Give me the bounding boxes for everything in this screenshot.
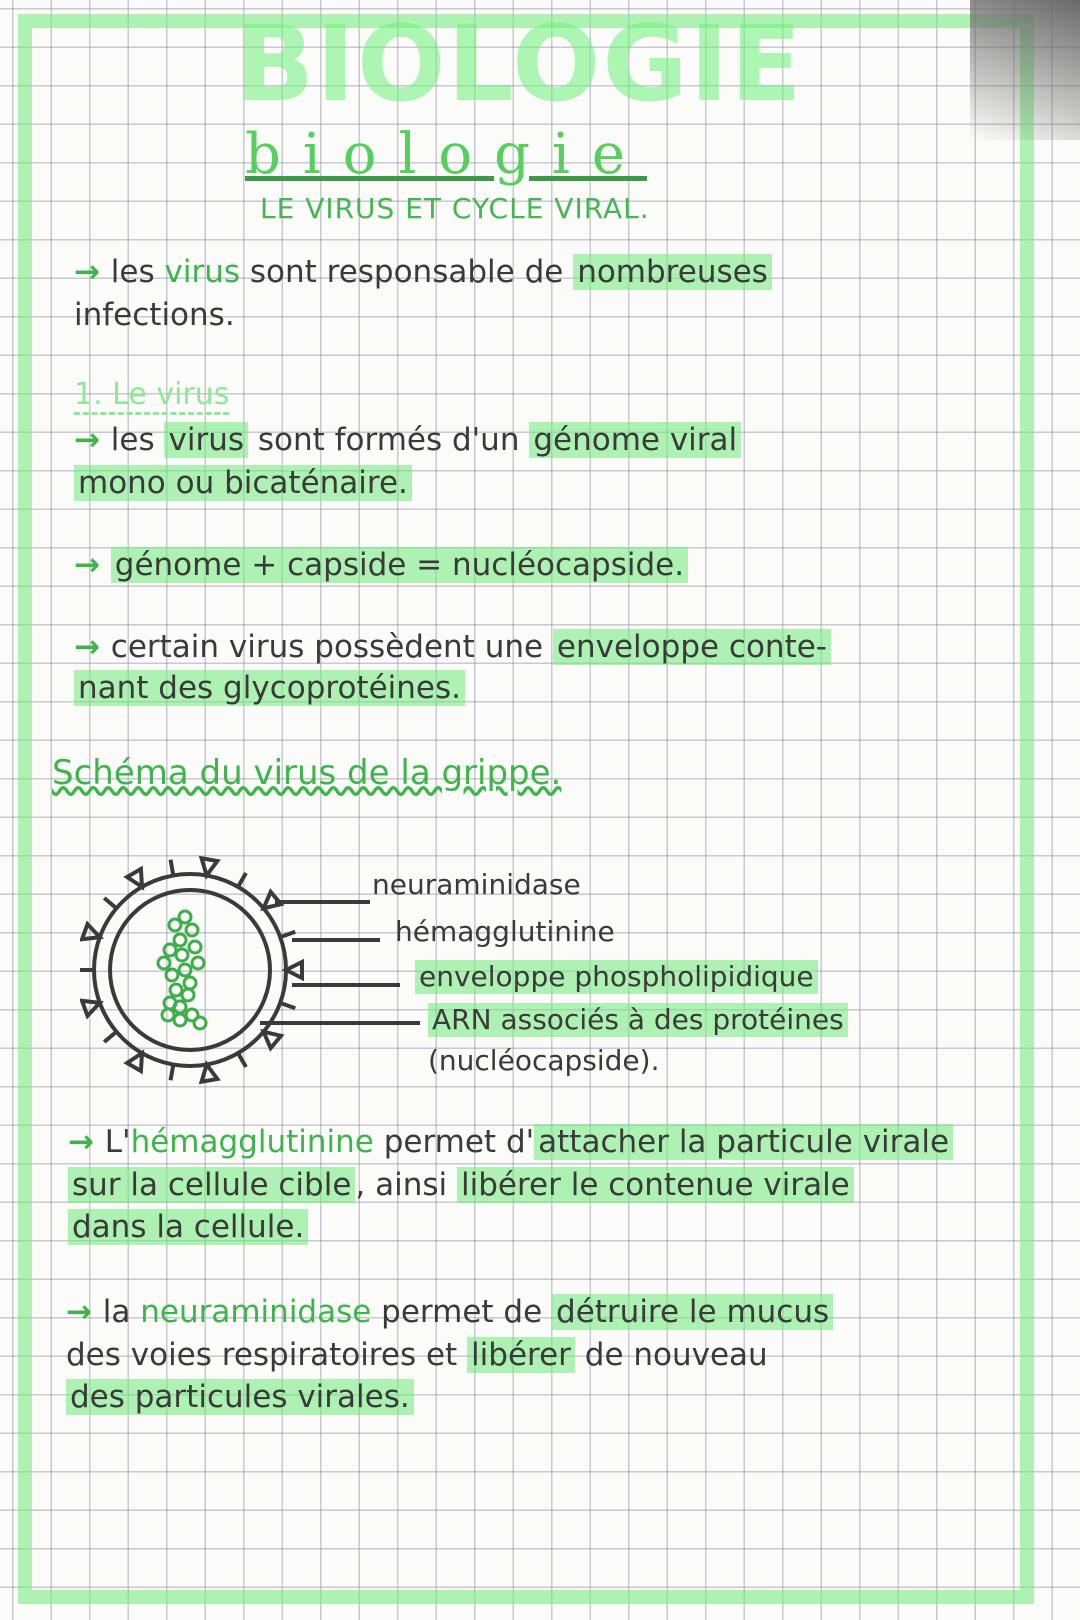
hemagglutinin-spike xyxy=(238,1053,246,1067)
arrow-icon: → xyxy=(66,1294,103,1330)
hemagglutinin-spike xyxy=(171,860,174,876)
rna-bead xyxy=(170,984,182,996)
subtitle: LE VIRUS ET CYCLE VIRAL. xyxy=(260,192,650,225)
neuraminidase-spike xyxy=(82,1001,100,1016)
text-segment: L' xyxy=(104,1124,131,1160)
text-segment: infections. xyxy=(74,297,235,333)
note-line xyxy=(74,668,465,708)
text-segment: les xyxy=(110,422,165,458)
text-segment: de nouveau xyxy=(574,1337,768,1373)
note-line xyxy=(68,1165,854,1205)
rna-bead xyxy=(164,944,176,956)
rna-bead xyxy=(186,924,198,936)
rna-bead xyxy=(194,1017,206,1029)
text-segment: neuraminidase xyxy=(140,1294,372,1330)
rna-bead xyxy=(192,957,204,969)
hemagglutinin-spike xyxy=(280,932,295,937)
text-segment: virus xyxy=(164,254,240,290)
hemagglutinin-spike xyxy=(104,1032,116,1042)
highlighted-text: nant des glycoprotéines. xyxy=(74,670,465,706)
neuraminidase-spike xyxy=(286,962,302,978)
highlighted-text: sur la cellule cible xyxy=(68,1167,355,1203)
highlighted-text: dans la cellule. xyxy=(68,1209,308,1245)
highlighted-text: virus xyxy=(164,422,248,458)
page-title: biologie xyxy=(245,122,647,187)
text-segment: hémagglutinine xyxy=(130,1124,374,1160)
label-hemagglutinine: hémagglutinine xyxy=(395,915,615,948)
background-title: BIOLOGIE xyxy=(235,3,804,125)
virus-diagram xyxy=(80,855,420,1095)
neuraminidase-spike xyxy=(127,869,142,887)
label-envelope: enveloppe phospholipidique xyxy=(415,960,818,994)
text-segment: la xyxy=(102,1294,141,1330)
highlighted-text: génome viral xyxy=(529,422,741,458)
intro-line xyxy=(74,295,235,335)
intro-line xyxy=(74,252,772,292)
arrow-icon: → xyxy=(68,1124,105,1160)
highlighted-text: des particules virales. xyxy=(66,1379,414,1415)
rna-bead xyxy=(166,969,178,981)
neuraminidase-spike xyxy=(264,1032,281,1048)
highlighted-text: enveloppe conte- xyxy=(553,629,831,665)
note-line xyxy=(74,463,412,503)
highlighted-text: nombreuses xyxy=(573,254,772,290)
label-nucleocapsid: (nucléocapside). xyxy=(428,1044,660,1077)
rna-nucleocapsid xyxy=(158,911,206,1029)
rna-bead xyxy=(179,911,191,923)
label-rna: ARN associés à des protéines xyxy=(428,1003,848,1037)
neuraminidase-spike xyxy=(202,1065,218,1082)
note-line xyxy=(66,1292,833,1332)
note-line xyxy=(66,1377,414,1417)
rna-bead xyxy=(182,989,194,1001)
neuraminidase-spike xyxy=(82,924,100,939)
rna-bead xyxy=(184,977,196,989)
text-segment: les xyxy=(110,254,165,290)
hemagglutinin-spike xyxy=(171,1065,174,1081)
neuraminidase-spike xyxy=(202,858,218,875)
note-line xyxy=(74,545,688,585)
rna-bead xyxy=(174,1014,186,1026)
neuraminidase-spike xyxy=(127,1053,142,1071)
text-segment: permet de xyxy=(371,1294,553,1330)
note-line xyxy=(74,420,741,460)
hemagglutinin-spike xyxy=(104,898,116,908)
text-segment: des voies respiratoires et xyxy=(66,1337,468,1373)
arrow-icon: → xyxy=(74,422,111,458)
arrow-icon: → xyxy=(74,547,111,583)
text-segment: , ainsi xyxy=(355,1167,458,1203)
hemagglutinin-spike xyxy=(238,873,246,887)
highlighted-text: libérer xyxy=(467,1337,575,1373)
schema-title: Schéma du virus de la grippe. xyxy=(52,753,562,793)
highlighted-text: attacher la particule virale xyxy=(534,1124,953,1160)
label-neuraminidase: neuraminidase xyxy=(372,868,581,901)
hemagglutinin-spike xyxy=(280,1003,295,1008)
arrow-icon: → xyxy=(74,254,111,290)
highlighted-text: génome + capside = nucléocapside. xyxy=(111,547,688,583)
rna-bead xyxy=(162,1009,174,1021)
highlighted-text: détruire le mucus xyxy=(552,1294,833,1330)
rna-bead xyxy=(174,934,186,946)
text-segment: sont formés d'un xyxy=(248,422,530,458)
rna-bead xyxy=(176,949,188,961)
text-segment: sont responsable de xyxy=(240,254,574,290)
note-line xyxy=(68,1122,953,1162)
text-segment: permet d' xyxy=(373,1124,535,1160)
photo-shadow xyxy=(970,0,1080,140)
highlighted-text: mono ou bicaténaire. xyxy=(74,465,412,501)
section-heading: 1. Le virus xyxy=(74,378,229,415)
highlighted-text: libérer le contenue virale xyxy=(457,1167,854,1203)
note-line xyxy=(68,1207,308,1247)
arrow-icon: → xyxy=(74,629,111,665)
rna-bead xyxy=(158,957,170,969)
note-line xyxy=(66,1335,768,1375)
rna-bead xyxy=(189,941,201,953)
text-segment: certain virus possèdent une xyxy=(110,629,553,665)
note-line xyxy=(74,627,831,667)
rna-bead xyxy=(179,964,191,976)
